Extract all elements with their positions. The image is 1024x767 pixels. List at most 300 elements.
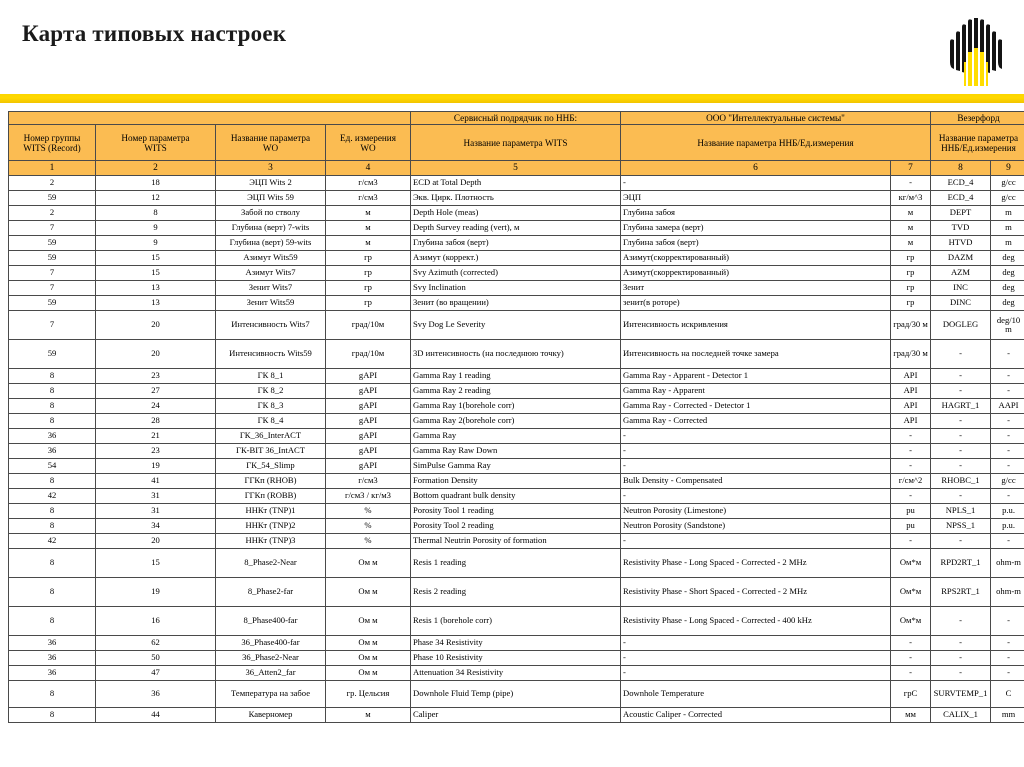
cell-wits-name: Depth Survey reading (vert), м xyxy=(411,221,621,236)
cell-wits-param: 62 xyxy=(96,636,216,651)
col-num-3: 3 xyxy=(216,161,326,176)
cell-wits-name: Phase 34 Resistivity xyxy=(411,636,621,651)
cell-wits-param: 41 xyxy=(96,474,216,489)
cell-wits-record: 36 xyxy=(9,651,96,666)
col-num-1: 1 xyxy=(9,161,96,176)
table-row xyxy=(9,414,1024,429)
cell-wo-name: 36_Phase400-far xyxy=(216,636,326,651)
cell-nnb-name: зенит(в роторе) xyxy=(621,296,891,311)
cell-nnb-name: - xyxy=(621,534,891,549)
cell-wo-units: м xyxy=(326,206,411,221)
cell-vendor-units: p.u. xyxy=(991,519,1024,534)
cell-vendor-name: RPS2RT_1 xyxy=(931,578,991,607)
cell-wo-units: град/10м xyxy=(326,340,411,369)
cell-nnb-units: град/30 м xyxy=(891,340,931,369)
cell-wits-param: 12 xyxy=(96,191,216,206)
cell-nnb-units: API xyxy=(891,414,931,429)
cell-wo-units: gAPI xyxy=(326,444,411,459)
cell-vendor-name: TVD xyxy=(931,221,991,236)
column-number-row xyxy=(9,161,1024,176)
table-row xyxy=(9,221,1024,236)
table-row xyxy=(9,236,1024,251)
cell-wits-param: 8 xyxy=(96,206,216,221)
cell-wo-name: ННКт (TNP)3 xyxy=(216,534,326,549)
cell-wits-record: 8 xyxy=(9,607,96,636)
cell-nnb-units: - xyxy=(891,666,931,681)
table-row xyxy=(9,251,1024,266)
col-num-6: 6 xyxy=(621,161,891,176)
cell-nnb-units: г/см^2 xyxy=(891,474,931,489)
cell-nnb-name: - xyxy=(621,636,891,651)
cell-nnb-name: ЭЦП xyxy=(621,191,891,206)
table-header xyxy=(9,112,1024,176)
cell-vendor-name: AZM xyxy=(931,266,991,281)
settings-table xyxy=(8,111,1024,723)
cell-wits-name: Thermal Neutrin Porosity of formation xyxy=(411,534,621,549)
cell-wits-param: 20 xyxy=(96,340,216,369)
cell-vendor-name: HTVD xyxy=(931,236,991,251)
cell-vendor-units: ohm-m xyxy=(991,549,1024,578)
cell-wits-param: 19 xyxy=(96,459,216,474)
cell-wo-units: г/см3 xyxy=(326,176,411,191)
col-header-vendor-name xyxy=(931,125,1024,161)
col-header-wits-record-l2: WITS (Record) xyxy=(23,142,81,153)
cell-wo-units: Ом м xyxy=(326,607,411,636)
cell-wo-units: м xyxy=(326,236,411,251)
cell-wits-record: 8 xyxy=(9,578,96,607)
cell-nnb-units: гр xyxy=(891,296,931,311)
accent-band xyxy=(0,94,1024,103)
cell-vendor-units: - xyxy=(991,459,1024,474)
cell-wits-record: 7 xyxy=(9,281,96,296)
settings-table-wrap xyxy=(0,111,1024,723)
cell-wo-units: Ом м xyxy=(326,651,411,666)
cell-nnb-name: Bulk Density - Compensated xyxy=(621,474,891,489)
col-header-wo-units-l1: Ед. измерения xyxy=(340,132,396,143)
cell-vendor-name: RPD2RT_1 xyxy=(931,549,991,578)
cell-wits-param: 36 xyxy=(96,681,216,708)
table-row xyxy=(9,459,1024,474)
cell-wits-param: 34 xyxy=(96,519,216,534)
cell-wo-name: Зенит Wits59 xyxy=(216,296,326,311)
cell-wits-record: 59 xyxy=(9,251,96,266)
cell-wits-param: 23 xyxy=(96,369,216,384)
cell-nnb-name: Gamma Ray - Apparent - Detector 1 xyxy=(621,369,891,384)
cell-nnb-name: Глубина забоя xyxy=(621,206,891,221)
cell-nnb-name: Acoustic Caliper - Corrected xyxy=(621,708,891,723)
group-header-contractor-label: Сервисный подрядчик по ННБ: xyxy=(411,112,621,125)
cell-wits-record: 8 xyxy=(9,519,96,534)
cell-wits-name: ECD at Total Depth xyxy=(411,176,621,191)
col-header-vendor-name-l2: ННБ/Ед.измерения xyxy=(941,142,1016,153)
table-row xyxy=(9,311,1024,340)
cell-vendor-name: DINC xyxy=(931,296,991,311)
cell-vendor-name: DEPT xyxy=(931,206,991,221)
cell-wits-name: Porosity Tool 1 reading xyxy=(411,504,621,519)
cell-wits-param: 28 xyxy=(96,414,216,429)
col-header-wo-units xyxy=(326,125,411,161)
table-body xyxy=(9,176,1024,723)
table-row xyxy=(9,296,1024,311)
cell-nnb-units: м xyxy=(891,221,931,236)
table-row xyxy=(9,474,1024,489)
cell-nnb-units: - xyxy=(891,651,931,666)
cell-wo-units: gAPI xyxy=(326,399,411,414)
cell-vendor-units: deg xyxy=(991,251,1024,266)
cell-vendor-units: - xyxy=(991,651,1024,666)
cell-nnb-name: - xyxy=(621,666,891,681)
cell-wits-record: 8 xyxy=(9,549,96,578)
cell-wo-name: 8_Phase400-far xyxy=(216,607,326,636)
cell-wits-param: 20 xyxy=(96,311,216,340)
cell-wo-units: г/см3 xyxy=(326,191,411,206)
cell-vendor-name: DOGLEG xyxy=(931,311,991,340)
cell-wo-name: ННКт (TNP)1 xyxy=(216,504,326,519)
table-row xyxy=(9,399,1024,414)
cell-wits-name: Porosity Tool 2 reading xyxy=(411,519,621,534)
cell-wits-name: Gamma Ray Raw Down xyxy=(411,444,621,459)
col-num-9: 9 xyxy=(991,161,1024,176)
cell-wits-name: Svy Inclination xyxy=(411,281,621,296)
cell-wo-name: ГК_54_Slimp xyxy=(216,459,326,474)
cell-vendor-units: deg xyxy=(991,296,1024,311)
cell-wo-name: ГГКп (ROBB) xyxy=(216,489,326,504)
cell-wits-param: 9 xyxy=(96,236,216,251)
cell-wits-name: Attenuation 34 Resistivity xyxy=(411,666,621,681)
cell-wits-record: 8 xyxy=(9,399,96,414)
cell-vendor-name: ECD_4 xyxy=(931,191,991,206)
cell-nnb-units: - xyxy=(891,176,931,191)
cell-wits-name: Svy Azimuth (corrected) xyxy=(411,266,621,281)
cell-nnb-units: м xyxy=(891,236,931,251)
cell-vendor-units: p.u. xyxy=(991,504,1024,519)
cell-wits-record: 8 xyxy=(9,414,96,429)
cell-vendor-units: g/cc xyxy=(991,176,1024,191)
cell-wo-units: г/см3 / кг/м3 xyxy=(326,489,411,504)
cell-nnb-name: Gamma Ray - Apparent xyxy=(621,384,891,399)
col-header-wo-name-l1: Название параметра xyxy=(230,132,311,143)
cell-wits-record: 36 xyxy=(9,429,96,444)
cell-wits-record: 8 xyxy=(9,681,96,708)
table-row xyxy=(9,636,1024,651)
table-row xyxy=(9,206,1024,221)
cell-wits-name: Phase 10 Resistivity xyxy=(411,651,621,666)
table-row xyxy=(9,607,1024,636)
cell-wo-units: % xyxy=(326,519,411,534)
table-row xyxy=(9,549,1024,578)
table-row xyxy=(9,176,1024,191)
cell-wits-param: 31 xyxy=(96,504,216,519)
cell-vendor-name: - xyxy=(931,414,991,429)
cell-wo-units: % xyxy=(326,534,411,549)
cell-nnb-name: Gamma Ray - Corrected - Detector 1 xyxy=(621,399,891,414)
cell-wo-units: gAPI xyxy=(326,369,411,384)
cell-wits-record: 8 xyxy=(9,474,96,489)
cell-nnb-units: м xyxy=(891,206,931,221)
col-header-nnb-name: Название параметра ННБ/Ед.измерения xyxy=(621,125,931,161)
cell-nnb-name: Зенит xyxy=(621,281,891,296)
cell-wits-name: 3D интенсивность (на последнюю точку) xyxy=(411,340,621,369)
cell-wits-param: 13 xyxy=(96,281,216,296)
cell-nnb-name: - xyxy=(621,176,891,191)
cell-wo-units: гр xyxy=(326,296,411,311)
cell-vendor-units: - xyxy=(991,340,1024,369)
cell-vendor-units: - xyxy=(991,369,1024,384)
cell-wo-name: 36_Phase2-Near xyxy=(216,651,326,666)
cell-wo-name: ГК_36_InterACT xyxy=(216,429,326,444)
cell-wo-name: ГК 8_1 xyxy=(216,369,326,384)
cell-vendor-name: - xyxy=(931,429,991,444)
table-row xyxy=(9,191,1024,206)
cell-wits-name: Глубина забоя (верт) xyxy=(411,236,621,251)
cell-nnb-units: Ом*м xyxy=(891,549,931,578)
cell-nnb-units: pu xyxy=(891,504,931,519)
cell-vendor-units: - xyxy=(991,384,1024,399)
cell-nnb-name: - xyxy=(621,459,891,474)
cell-vendor-units: - xyxy=(991,607,1024,636)
cell-nnb-units: Ом*м xyxy=(891,607,931,636)
table-row xyxy=(9,651,1024,666)
cell-wits-param: 50 xyxy=(96,651,216,666)
cell-vendor-name: DAZM xyxy=(931,251,991,266)
cell-wo-units: Ом м xyxy=(326,578,411,607)
cell-nnb-units: гр xyxy=(891,266,931,281)
cell-vendor-name: - xyxy=(931,651,991,666)
cell-vendor-name: SURVTEMP_1 xyxy=(931,681,991,708)
cell-vendor-name: - xyxy=(931,444,991,459)
cell-wits-record: 54 xyxy=(9,459,96,474)
cell-wo-units: гр xyxy=(326,251,411,266)
cell-nnb-units: pu xyxy=(891,519,931,534)
cell-nnb-units: - xyxy=(891,459,931,474)
table-row xyxy=(9,504,1024,519)
cell-wits-name: Bottom quadrant bulk density xyxy=(411,489,621,504)
cell-vendor-units: - xyxy=(991,636,1024,651)
cell-wo-units: гр xyxy=(326,281,411,296)
cell-wits-param: 13 xyxy=(96,296,216,311)
cell-wits-record: 59 xyxy=(9,340,96,369)
cell-nnb-name: Resistivity Phase - Long Spaced - Corrected - 2 MHz xyxy=(621,549,891,578)
cell-wo-name: Азимут Wits7 xyxy=(216,266,326,281)
column-header-row xyxy=(9,125,1024,161)
cell-vendor-units: deg xyxy=(991,266,1024,281)
slide-header xyxy=(0,0,1024,94)
cell-nnb-units: гр xyxy=(891,251,931,266)
cell-wits-name: Svy Dog Le Severity xyxy=(411,311,621,340)
table-row xyxy=(9,340,1024,369)
table-row xyxy=(9,666,1024,681)
cell-nnb-name: Глубина забоя (верт) xyxy=(621,236,891,251)
cell-nnb-name: - xyxy=(621,489,891,504)
cell-wits-record: 2 xyxy=(9,206,96,221)
col-header-wits-param-l2: WITS xyxy=(144,142,167,153)
cell-vendor-name: - xyxy=(931,607,991,636)
cell-wo-name: ГК-ВIT 36_IntACT xyxy=(216,444,326,459)
group-header-vendor: Везерфорд xyxy=(931,112,1024,125)
col-num-7: 7 xyxy=(891,161,931,176)
cell-nnb-units: гр xyxy=(891,281,931,296)
col-num-2: 2 xyxy=(96,161,216,176)
cell-vendor-name: - xyxy=(931,459,991,474)
cell-vendor-name: - xyxy=(931,636,991,651)
cell-wo-name: ГК 8_4 xyxy=(216,414,326,429)
group-header-blank xyxy=(9,112,411,125)
cell-nnb-name: - xyxy=(621,651,891,666)
cell-vendor-units: - xyxy=(991,666,1024,681)
cell-vendor-name: RHOBC_1 xyxy=(931,474,991,489)
cell-wits-record: 59 xyxy=(9,296,96,311)
cell-vendor-units: m xyxy=(991,206,1024,221)
col-num-5: 5 xyxy=(411,161,621,176)
cell-vendor-name: HAGRT_1 xyxy=(931,399,991,414)
cell-nnb-units: грС xyxy=(891,681,931,708)
table-row xyxy=(9,444,1024,459)
cell-wits-param: 15 xyxy=(96,251,216,266)
cell-vendor-units: AAPI xyxy=(991,399,1024,414)
cell-wits-name: Resis 1 (borehole corr) xyxy=(411,607,621,636)
cell-vendor-units: ohm-m xyxy=(991,578,1024,607)
cell-wits-record: 2 xyxy=(9,176,96,191)
cell-vendor-name: - xyxy=(931,340,991,369)
cell-nnb-units: - xyxy=(891,534,931,549)
group-header-contractor-name: ООО "Интеллектуальные системы" xyxy=(621,112,931,125)
cell-wits-name: Caliper xyxy=(411,708,621,723)
cell-wits-name: Formation Density xyxy=(411,474,621,489)
cell-nnb-name: Neutron Porosity (Limestone) xyxy=(621,504,891,519)
cell-wits-record: 8 xyxy=(9,369,96,384)
cell-nnb-units: град/30 м xyxy=(891,311,931,340)
table-row xyxy=(9,519,1024,534)
cell-wo-name: ННКт (TNP)2 xyxy=(216,519,326,534)
cell-wo-units: gAPI xyxy=(326,414,411,429)
cell-vendor-units: - xyxy=(991,444,1024,459)
cell-nnb-units: API xyxy=(891,399,931,414)
cell-wits-param: 19 xyxy=(96,578,216,607)
cell-wo-name: Зенит Wits7 xyxy=(216,281,326,296)
cell-nnb-name: Глубина замера (верт) xyxy=(621,221,891,236)
cell-wits-record: 7 xyxy=(9,266,96,281)
cell-vendor-units: g/cc xyxy=(991,474,1024,489)
table-row xyxy=(9,534,1024,549)
cell-wo-name: Глубина (верт) 7-wits xyxy=(216,221,326,236)
cell-wits-record: 36 xyxy=(9,666,96,681)
cell-nnb-name: Resistivity Phase - Long Spaced - Corrected - 400 kHz xyxy=(621,607,891,636)
cell-wits-name: Экв. Цирк. Плотность xyxy=(411,191,621,206)
cell-nnb-name: Азимут(скорректированный) xyxy=(621,251,891,266)
col-header-wo-name xyxy=(216,125,326,161)
cell-wits-param: 47 xyxy=(96,666,216,681)
cell-wits-param: 15 xyxy=(96,549,216,578)
col-header-wits-param xyxy=(96,125,216,161)
band-gap xyxy=(0,103,1024,111)
col-header-wo-units-l2: WO xyxy=(360,142,376,153)
cell-wits-record: 59 xyxy=(9,191,96,206)
cell-vendor-units: m xyxy=(991,221,1024,236)
cell-wo-name: Глубина (верт) 59-wits xyxy=(216,236,326,251)
cell-wits-param: 21 xyxy=(96,429,216,444)
cell-wits-name: Gamma Ray 1 reading xyxy=(411,369,621,384)
cell-wo-name: ГГКп (RHOB) xyxy=(216,474,326,489)
cell-nnb-units: кг/м^3 xyxy=(891,191,931,206)
cell-wits-name: Gamma Ray 1(borehole corr) xyxy=(411,399,621,414)
cell-nnb-units: - xyxy=(891,489,931,504)
cell-wo-name: ЭЦП Wits 59 xyxy=(216,191,326,206)
cell-nnb-name: - xyxy=(621,444,891,459)
cell-vendor-name: - xyxy=(931,369,991,384)
page-title: Карта типовых настроек xyxy=(22,21,287,46)
cell-vendor-units: g/cc xyxy=(991,191,1024,206)
table-row xyxy=(9,578,1024,607)
table-row xyxy=(9,266,1024,281)
cell-wits-param: 23 xyxy=(96,444,216,459)
cell-wo-units: м xyxy=(326,221,411,236)
cell-wo-units: % xyxy=(326,504,411,519)
cell-nnb-name: Resistivity Phase - Short Spaced - Corrected - 2 MHz xyxy=(621,578,891,607)
cell-wo-units: Ом м xyxy=(326,666,411,681)
cell-nnb-name: Neutron Porosity (Sandstone) xyxy=(621,519,891,534)
cell-wits-record: 36 xyxy=(9,636,96,651)
rosneft-logo xyxy=(944,16,1006,88)
cell-vendor-units: C xyxy=(991,681,1024,708)
cell-vendor-units: deg xyxy=(991,281,1024,296)
cell-wo-name: 8_Phase2-far xyxy=(216,578,326,607)
cell-vendor-units: - xyxy=(991,489,1024,504)
cell-vendor-name: NPLS_1 xyxy=(931,504,991,519)
cell-vendor-units: mm xyxy=(991,708,1024,723)
cell-wo-units: Ом м xyxy=(326,549,411,578)
cell-wo-name: ГК 8_2 xyxy=(216,384,326,399)
cell-vendor-units: deg/10 m xyxy=(991,311,1024,340)
cell-wits-param: 44 xyxy=(96,708,216,723)
cell-wo-name: ГК 8_3 xyxy=(216,399,326,414)
cell-wits-param: 15 xyxy=(96,266,216,281)
cell-wits-param: 9 xyxy=(96,221,216,236)
table-row xyxy=(9,281,1024,296)
cell-wits-name: SimPulse Gamma Ray xyxy=(411,459,621,474)
cell-wits-record: 42 xyxy=(9,489,96,504)
cell-wo-name: Забой по стволу xyxy=(216,206,326,221)
table-row xyxy=(9,489,1024,504)
cell-wo-units: град/10м xyxy=(326,311,411,340)
cell-nnb-units: мм xyxy=(891,708,931,723)
cell-wits-record: 7 xyxy=(9,311,96,340)
cell-wo-name: 36_Atten2_far xyxy=(216,666,326,681)
cell-nnb-name: Downhole Temperature xyxy=(621,681,891,708)
col-header-wits-record-l1: Номер группы xyxy=(23,132,81,143)
cell-wo-units: Ом м xyxy=(326,636,411,651)
cell-wits-name: Downhole Fluid Temp (pipe) xyxy=(411,681,621,708)
cell-vendor-name: INC xyxy=(931,281,991,296)
cell-vendor-name: - xyxy=(931,666,991,681)
cell-wo-name: Интенсивность Wits59 xyxy=(216,340,326,369)
cell-vendor-name: - xyxy=(931,489,991,504)
cell-wits-name: Gamma Ray 2 reading xyxy=(411,384,621,399)
table-row xyxy=(9,429,1024,444)
cell-nnb-units: Ом*м xyxy=(891,578,931,607)
cell-vendor-name: - xyxy=(931,534,991,549)
cell-nnb-units: - xyxy=(891,444,931,459)
cell-wits-record: 36 xyxy=(9,444,96,459)
cell-nnb-name: Интенсивность искривления xyxy=(621,311,891,340)
cell-nnb-units: - xyxy=(891,429,931,444)
table-row xyxy=(9,384,1024,399)
cell-wo-units: гр. Цельсия xyxy=(326,681,411,708)
cell-wo-units: gAPI xyxy=(326,459,411,474)
table-row xyxy=(9,369,1024,384)
cell-wits-record: 8 xyxy=(9,708,96,723)
cell-vendor-name: NPSS_1 xyxy=(931,519,991,534)
col-num-8: 8 xyxy=(931,161,991,176)
